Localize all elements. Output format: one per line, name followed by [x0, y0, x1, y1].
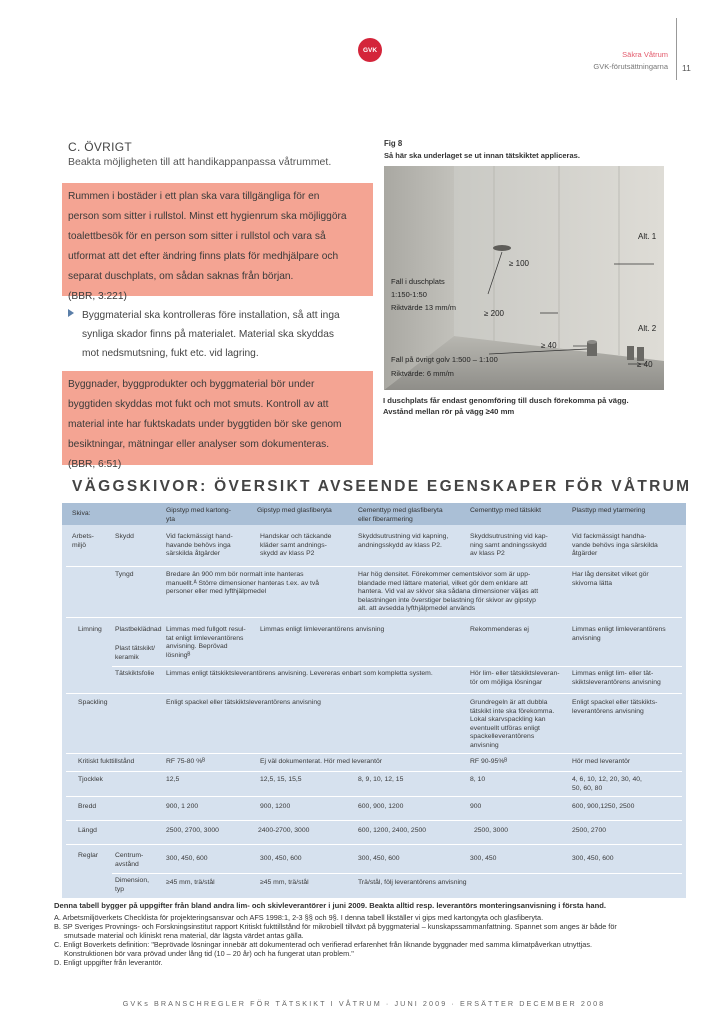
row-label: Spackling: [78, 699, 108, 706]
footnote-a: A. Arbetsmiljöverkets Checklista för projekteringsansvar och AFS 1998:1, 2-3 §§ och 9§. I denna tabell likställer vi gips med kartongyta och glasfiberyta.: [54, 913, 544, 922]
table-cell: 12,5: [166, 776, 180, 783]
table-header: Gipstyp med glasfiberyta: [257, 507, 332, 514]
table-cell: Har hög densitet. Förekommer cementskivor som är upp- blandade med lättare material, vilket gör dem enklare att hantera. Vid val av skivor ska sådana dimensioner väljas att belastningen inte överstiger belastning för skivor av gipstyp alt. att avsedda lyfthjälpmedel används: [358, 571, 539, 613]
table-cell: Hör med leverantör: [572, 758, 631, 765]
row-label: Tjocklek: [78, 776, 103, 783]
fall-shower-label: Fall i duschplats: [391, 277, 445, 286]
table-cell: 8, 10: [470, 776, 486, 783]
table-cell: Limmas enligt limleverantörens anvisning: [260, 626, 385, 633]
header-title: Säkra Våtrum: [622, 50, 668, 59]
row-divider: [112, 666, 682, 667]
table-cell: 600, 900, 1200: [358, 803, 404, 810]
box-line: utformat att det efter ändring finns plats för medhjälpare och: [68, 251, 339, 262]
bullet-material-check: [68, 306, 368, 363]
row-sublabel: Plastbeklädnad: [115, 626, 162, 633]
table-note-bold: Denna tabell bygger på uppgifter från bland andra lim- och skivleverantörer i juni 2009. Beakta alltid resp. leverantörs monteringsanvisning i första hand.: [54, 901, 606, 910]
page-footer: GVKs BRANSCHREGLER FÖR TÄTSKIKT I VÅTRUM · JUNI 2009 · ERSÄTTER DECEMBER 2008: [122, 999, 606, 1008]
row-label: Bredd: [78, 803, 97, 810]
table-header: Plasttyp med ytarmering: [572, 507, 646, 514]
table-cell: ≥45 mm, trä/stål: [260, 879, 309, 886]
table-cell: Ej väl dokumenterat. Hör med leverantör: [260, 758, 383, 765]
table-title: VÄGGSKIVOR: ÖVERSIKT AVSEENDE EGENSKAPER FÖR VÅTRUM: [72, 478, 692, 495]
row-divider: [66, 771, 682, 772]
bullet-line: mot nedsmutsning, fukt etc. vid lagring.: [82, 348, 259, 359]
table-cell: Vid fackmässigt hand- havande behövs inga särskilda åtgärder: [166, 533, 233, 558]
table-cell: 2500, 2700, 3000: [166, 827, 219, 834]
row-label: Arbets- miljö: [72, 533, 94, 549]
table-cell: Limmas med fullgott resul- tat enligt limleverantörens anvisning. Beprövad lösningᴮ: [166, 626, 246, 659]
box-line: (BBR, 3:221): [68, 291, 127, 302]
table-cell: 300, 450, 600: [358, 855, 400, 862]
row-sublabel: Centrum- avstånd: [115, 852, 144, 868]
footnote-b-cont: smutsade material och kliniskt rena material, där lägsta värdet antas gälla.: [64, 931, 304, 940]
row-divider: [66, 753, 682, 754]
table-cell: Skyddsutrustning vid kap- ning samt andningsskydd av klass P2: [470, 533, 548, 558]
table-cell: Hör lim- eller tätskiktsleveran- tör om möjliga lösningar: [470, 670, 560, 686]
table-cell: 8, 9, 10, 12, 15: [358, 776, 404, 783]
row-sublabel: Tätskiktsfolie: [115, 670, 155, 677]
table-cell: 600, 900,1250, 2500: [572, 803, 635, 810]
table-cell: Limmas enligt limleverantörens anvisning: [572, 626, 666, 642]
row-label: Reglar: [78, 852, 99, 859]
box-line: Rummen i bostäder i ett plan ska vara tillgängliga för en: [68, 191, 320, 202]
table-cell: Grundregeln är att dubbla tätskikt inte ska förekomma. Lokal skarvspackling kan eventuellt utföras enligt spackelleverantörens anvisning: [470, 699, 555, 749]
section-subtitle: Beakta möjligheten till att handikappanpassa våtrummet.: [68, 156, 332, 168]
row-divider: [66, 617, 682, 618]
box-line: toalettbesök för en person som sitter i rullstol och vara så: [68, 231, 326, 242]
table-cell: Har låg densitet vilket gör skivorna lätta: [572, 571, 649, 587]
table-cell: 300, 450, 600: [260, 855, 302, 862]
row-label: Limning: [78, 626, 102, 633]
table-cell: Vid fackmässigt handha- vande behövs inga särskilda åtgärder: [572, 533, 658, 558]
table-cell: Rekommenderas ej: [470, 626, 529, 633]
table-header: Cementtyp med tätskikt: [470, 507, 542, 514]
table-cell: ≥45 mm, trä/stål: [166, 879, 215, 886]
bullet-arrow-icon: [68, 309, 74, 317]
row-divider: [66, 693, 682, 694]
box-line: byggtiden skyddas mot fukt och mot smuts. Kontroll av att: [68, 399, 329, 410]
fall-floor-label: Fall på övrigt golv 1:500 – 1:100: [391, 355, 498, 364]
table-header: Gipstyp med kartong- yta: [166, 507, 231, 523]
table-cell: 4, 6, 10, 12, 20, 30, 40, 50, 60, 80: [572, 776, 642, 792]
row-sublabel: Skydd: [115, 533, 134, 540]
dim-40-label-a: ≥ 40: [541, 341, 557, 350]
dim-200-label: ≥ 200: [484, 309, 504, 318]
section-title: C. ÖVRIGT: [68, 140, 133, 154]
row-divider: [66, 844, 682, 845]
row-sublabel: Plast tätskikt/ keramik: [115, 645, 156, 661]
footnote-d: D. Enligt uppgifter från leverantör.: [54, 958, 163, 967]
bullet-line: Byggmaterial ska kontrolleras före installation, så att inga: [82, 310, 340, 321]
table-cell: 900, 1200: [260, 803, 291, 810]
header-divider: [676, 18, 677, 80]
table-cell: Enligt spackel eller tätskiktsleverantörens anvisning: [166, 699, 321, 706]
gvk-logo: GVK: [358, 38, 382, 62]
table-cell: Handskar och täckande kläder samt andnings- skydd av klass P2: [260, 533, 332, 558]
figure-caption: Så här ska underlaget se ut innan tätskiktet appliceras.: [384, 151, 580, 160]
table-cell: 300, 450, 600: [166, 855, 208, 862]
footnote-b: B. SP Sveriges Provnings- och Forskningsinstitut rapport Kritiskt fukttillstånd för mikrobiell tillväxt på byggmaterial – kunskapssammanfattning. Spannet som anges är både för: [54, 922, 617, 931]
table-cell: 900, 1 200: [166, 803, 199, 810]
rule-box-accessibility: [62, 183, 373, 302]
fall-floor-value: Riktvärde: 6 mm/m: [391, 369, 454, 378]
row-label: Kritiskt fukttillstånd: [78, 758, 135, 765]
figure-note-line: Avstånd mellan rör på vägg ≥40 mm: [383, 406, 515, 416]
table-cell: Skyddsutrustning vid kapning, andningsskydd av klass P2.: [358, 533, 449, 549]
box-line: separat duschplats, om sådan saknas från början.: [68, 271, 294, 282]
table-header: Cementtyp med glasfiberyta eller fiberarmering: [358, 507, 443, 523]
table-cell: 300, 450, 600: [572, 855, 614, 862]
table-cell: RF 90-95%ᴮ: [470, 758, 508, 765]
table-cell: 600, 1200, 2400, 2500: [358, 827, 427, 834]
table-cell: 2400-2700, 3000: [258, 827, 310, 834]
box-line: person som sitter i rullstol. Minst ett hygienrum ska möjliggöra: [68, 211, 347, 222]
footnote-c-cont: Konstruktionen bör vara prövad under lång tid (10 – 20 år) och ha fungerat utan problem.": [64, 949, 354, 958]
table-cell: Trä/stål, följ leverantörens anvisning: [358, 879, 467, 886]
rule-box-moisture: [62, 371, 373, 470]
box-line: material inte har fuktskadats under byggtiden bör ske genom: [68, 419, 342, 430]
dim-40-label-b: ≥ 40: [637, 360, 653, 369]
row-divider: [66, 820, 682, 821]
row-divider: [66, 796, 682, 797]
row-sublabel: Dimension, typ: [115, 877, 149, 893]
table-cell: Limmas enligt tätskiktsleverantörens anvisning. Levereras enbart som kompletta system.: [166, 670, 433, 677]
alt2-label: Alt. 2: [638, 324, 657, 333]
fall-shower-value: Riktvärde 13 mm/m: [391, 303, 457, 312]
table-cell: RF 75-80 %ᴮ: [166, 758, 206, 765]
figure-note-line: I duschplats får endast genomföring till dusch förekomma på vägg.: [383, 396, 629, 405]
footnote-c: C. Enligt Boverkets definition: "Beprövade lösningar innebär att dokumenterad och verifierad erfarenhet från liknande byggnader med samma klimatpåverkan utnyttjas.: [54, 940, 592, 949]
dim-100-label: ≥ 100: [509, 259, 529, 268]
figure-label: Fig 8: [384, 139, 403, 148]
figure-note: [383, 396, 683, 417]
row-sublabel: Tyngd: [115, 571, 134, 578]
page-number: 11: [682, 63, 691, 73]
table-cell: Bredare än 900 mm bör normalt inte hanteras manuellt.ᴬ Större dimensioner hanteras t.ex. av två personer eller med lyfthjälpmedel: [166, 571, 320, 596]
table-header: Skiva:: [72, 510, 91, 517]
table-cell: 900: [470, 803, 482, 810]
box-line: (BBR, 6:51): [68, 459, 122, 470]
box-line: besiktningar, mätningar eller analyser som dokumenteras.: [68, 439, 330, 450]
bullet-line: synliga skador finns på materialet. Material ska skyddas: [82, 329, 334, 340]
table-cell: 300, 450: [470, 855, 497, 862]
row-divider: [112, 873, 682, 874]
row-label: Längd: [78, 827, 97, 834]
alt1-label: Alt. 1: [638, 232, 657, 241]
table-cell: 2500, 3000: [474, 827, 509, 834]
table-cell: 12,5, 15, 15,5: [260, 776, 302, 783]
box-line: Byggnader, byggprodukter och byggmaterial bör under: [68, 379, 315, 390]
row-divider: [66, 566, 682, 567]
bathroom-floor-illustration: [384, 166, 664, 390]
fall-shower-ratio: 1:150-1:50: [391, 290, 427, 299]
table-cell: Limmas enligt lim- eller tät- skiktsleverantörens anvisning: [572, 670, 661, 686]
table-cell: Enligt spackel eller tätskikts- leverantörens anvisning: [572, 699, 658, 715]
header-subtitle: GVK-förutsättningarna: [593, 62, 668, 71]
table-cell: 2500, 2700: [572, 827, 607, 834]
